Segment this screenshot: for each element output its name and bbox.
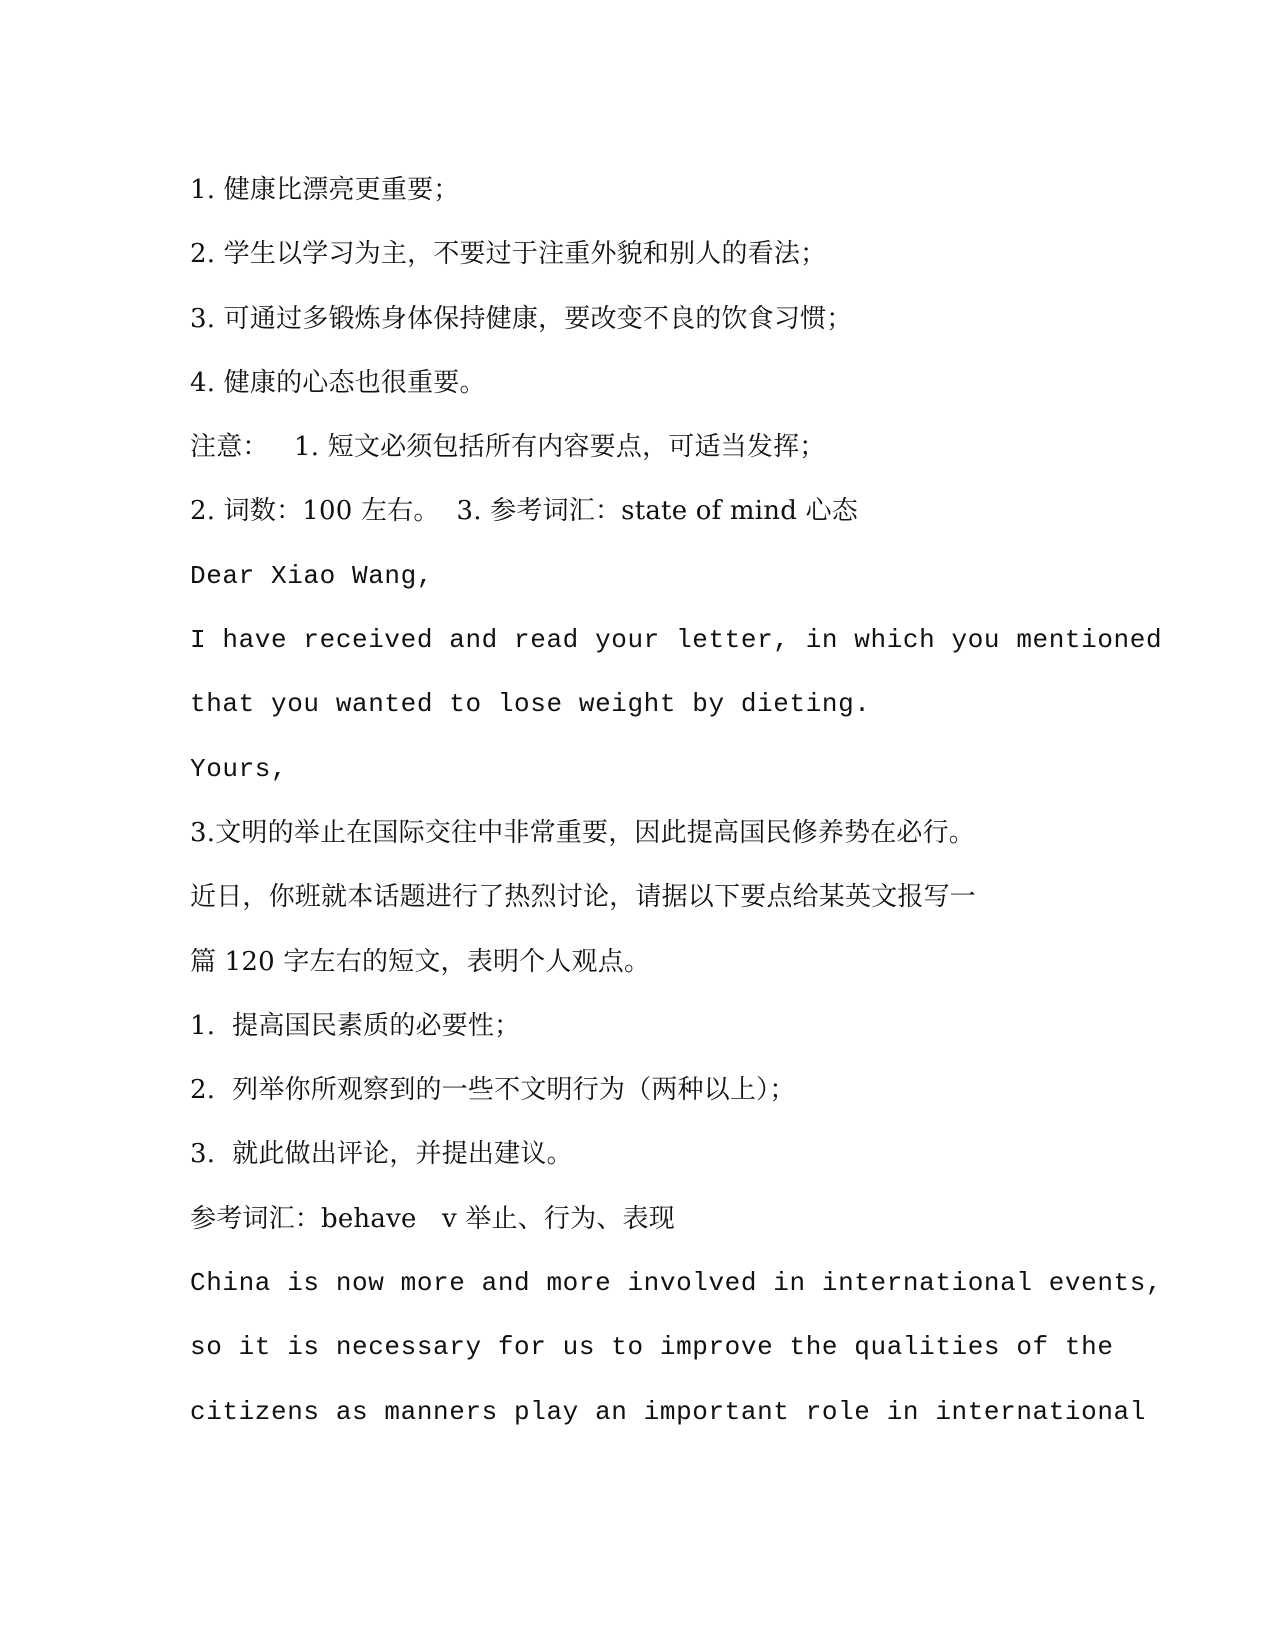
letter-closing: Yours,: [190, 753, 288, 784]
point-1-health-over-beauty: 1. 健康比漂亮更重要；: [190, 175, 460, 205]
essay-line-1: China is now more and more involved in international events,: [190, 1268, 1163, 1299]
task-3-prompt-line-1: 3.文明的举止在国际交往中非常重要，因此提高国民修养势在必行。: [190, 817, 976, 848]
letter-body-line-1: I have received and read your letter, in which you mentioned: [190, 625, 1163, 656]
point-4-mindset: 4. 健康的心态也很重要。: [190, 367, 486, 398]
task-3-point-1: 1. 提高国民素质的必要性；: [190, 1010, 521, 1041]
notes-line-2: 2. 词数：100 左右。 3. 参考词汇：state of mind 心态: [190, 496, 858, 527]
task-3-prompt-line-3: 篇 120 字左右的短文，表明个人观点。: [190, 946, 651, 977]
task-3-vocabulary: 参考词汇：behave v 举止、行为、表现: [190, 1203, 675, 1234]
letter-salutation: Dear Xiao Wang,: [190, 560, 434, 591]
essay-line-3: citizens as manners play an important role in international: [190, 1396, 1146, 1427]
notes-line-1: 注意： 1. 短文必须包括所有内容要点，可适当发挥；: [190, 432, 826, 463]
point-2-study-first: 2. 学生以学习为主，不要过于注重外貌和别人的看法；: [190, 239, 827, 270]
point-3-exercise-diet: 3. 可通过多锻炼身体保持健康，要改变不良的饮食习惯；: [190, 303, 853, 334]
task-3-point-3: 3. 就此做出评论，并提出建议。: [190, 1139, 573, 1170]
essay-line-2: so it is necessary for us to improve the qualities of the: [190, 1332, 1114, 1363]
letter-body-line-2: that you wanted to lose weight by dieting.: [190, 689, 871, 720]
task-3-point-2: 2. 列举你所观察到的一些不文明行为（两种以上）；: [190, 1075, 796, 1106]
task-3-prompt-line-2: 近日，你班就本话题进行了热烈讨论，请据以下要点给某英文报写一: [190, 882, 977, 913]
document-body: [190, 158, 1163, 1444]
